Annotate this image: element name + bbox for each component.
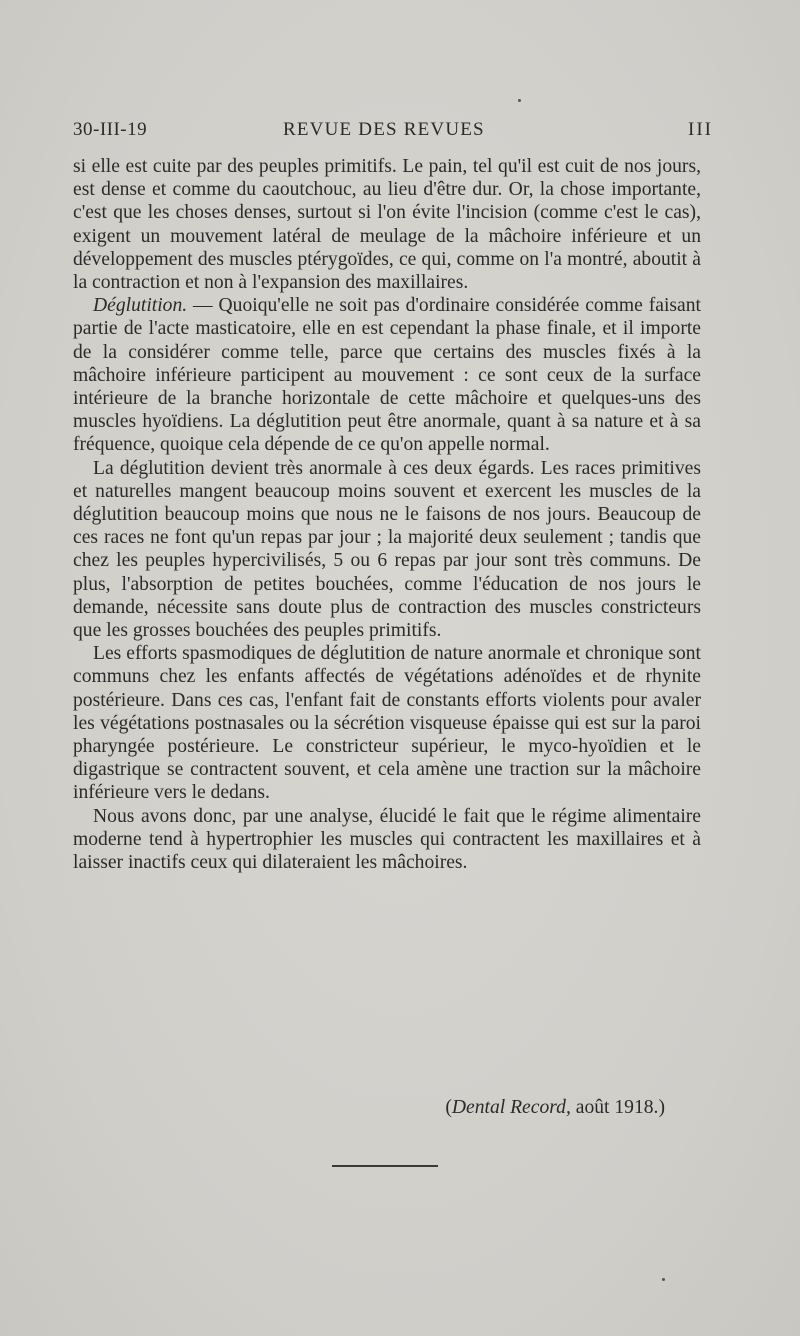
citation-open-paren: ( — [445, 1097, 452, 1118]
paragraph-deglutition-text: — Quoiqu'elle ne soit pas d'ordinaire considérée comme faisant partie de l'acte masticatoire, elle en est cependant la phase finale, et il importe de la considérer comme telle, parce que certains des muscles fixés à la mâchoire inférieure participent au mouvement : ce sont ceux de la surface intérieure de la branche horizontale de cette mâchoire et quelques-uns des muscles hyoïdiens. La déglutition peut être anormale, quant à sa nature et à sa fréquence, quoique cela dépende de ce qu'on appelle normal. — [73, 295, 701, 456]
paper-speck — [662, 1278, 665, 1281]
citation-source: Dental Record, — [451, 1097, 571, 1118]
running-header — [73, 119, 713, 145]
page-number: III — [688, 119, 713, 140]
paragraph-deglutition — [73, 294, 701, 456]
paper-speck — [518, 99, 521, 102]
citation-date: août 1918.) — [570, 1097, 665, 1118]
section-heading-deglutition: Déglutition. — [93, 295, 188, 317]
article-body — [73, 155, 701, 874]
paragraph-spasmodic-efforts: Les efforts spasmodiques de déglutition de nature anormale et chronique sont communs chez les enfants affectés de végétations adénoïdes et de rhynite postérieure. Dans ces cas, l'enfant fait de constants efforts violents pour avaler les végétations postnasales ou la sécrétion visqueuse épaisse qui est sur la paroi pharyngée postérieure. Le constricteur supérieur, le myco-hyoïdien et le digastrique se contractent souvent, et cela amène une traction sur la mâchoire inférieure vers le dedans. — [73, 643, 701, 804]
paragraph-abnormal-deglutition: La déglutition devient très anormale à ces deux égards. Les races primitives et naturelles mangent beaucoup moins souvent et exercent les muscles de la déglutition beaucoup moins que nous ne le faisons de nos jours. Beaucoup de ces races ne font qu'un repas par jour ; la majorité deux seulement ; tandis que chez les peuples hypercivilisés, 5 ou 6 repas par jour sont très communs. De plus, l'absorption de petites bouchées, comme l'éducation de nos jours le demande, nécessite sans doute plus de contraction des muscles constricteurs que les grosses bouchées des peuples primitifs. — [73, 457, 701, 642]
header-journal-title: REVUE DES REVUES — [283, 119, 485, 140]
source-citation — [73, 1097, 665, 1119]
paragraph-continuation: si elle est cuite par des peuples primitifs. Le pain, tel qu'il est cuit de nos jours, est dense et comme du caoutchouc, au lieu d'être dur. Or, la chose importante, c'est que les choses denses, surtout si l'on évite l'incision (comme c'est le cas), exigent un mouvement latéral de meulage de la mâchoire inférieure et un développement des muscles ptérygoïdes, ce qui, comme on l'a montré, aboutit à la contraction et non à l'expansion des maxillaires. — [73, 156, 701, 294]
header-date: 30-III-19 — [73, 119, 148, 140]
paragraph-conclusion: Nous avons donc, par une analyse, élucidé le fait que le régime alimentaire moderne tend à hypertrophier les muscles qui contractent les maxillaires et à laisser inactifs ceux qui dilateraient les mâchoires. — [73, 805, 701, 874]
section-divider-rule — [332, 1165, 438, 1167]
